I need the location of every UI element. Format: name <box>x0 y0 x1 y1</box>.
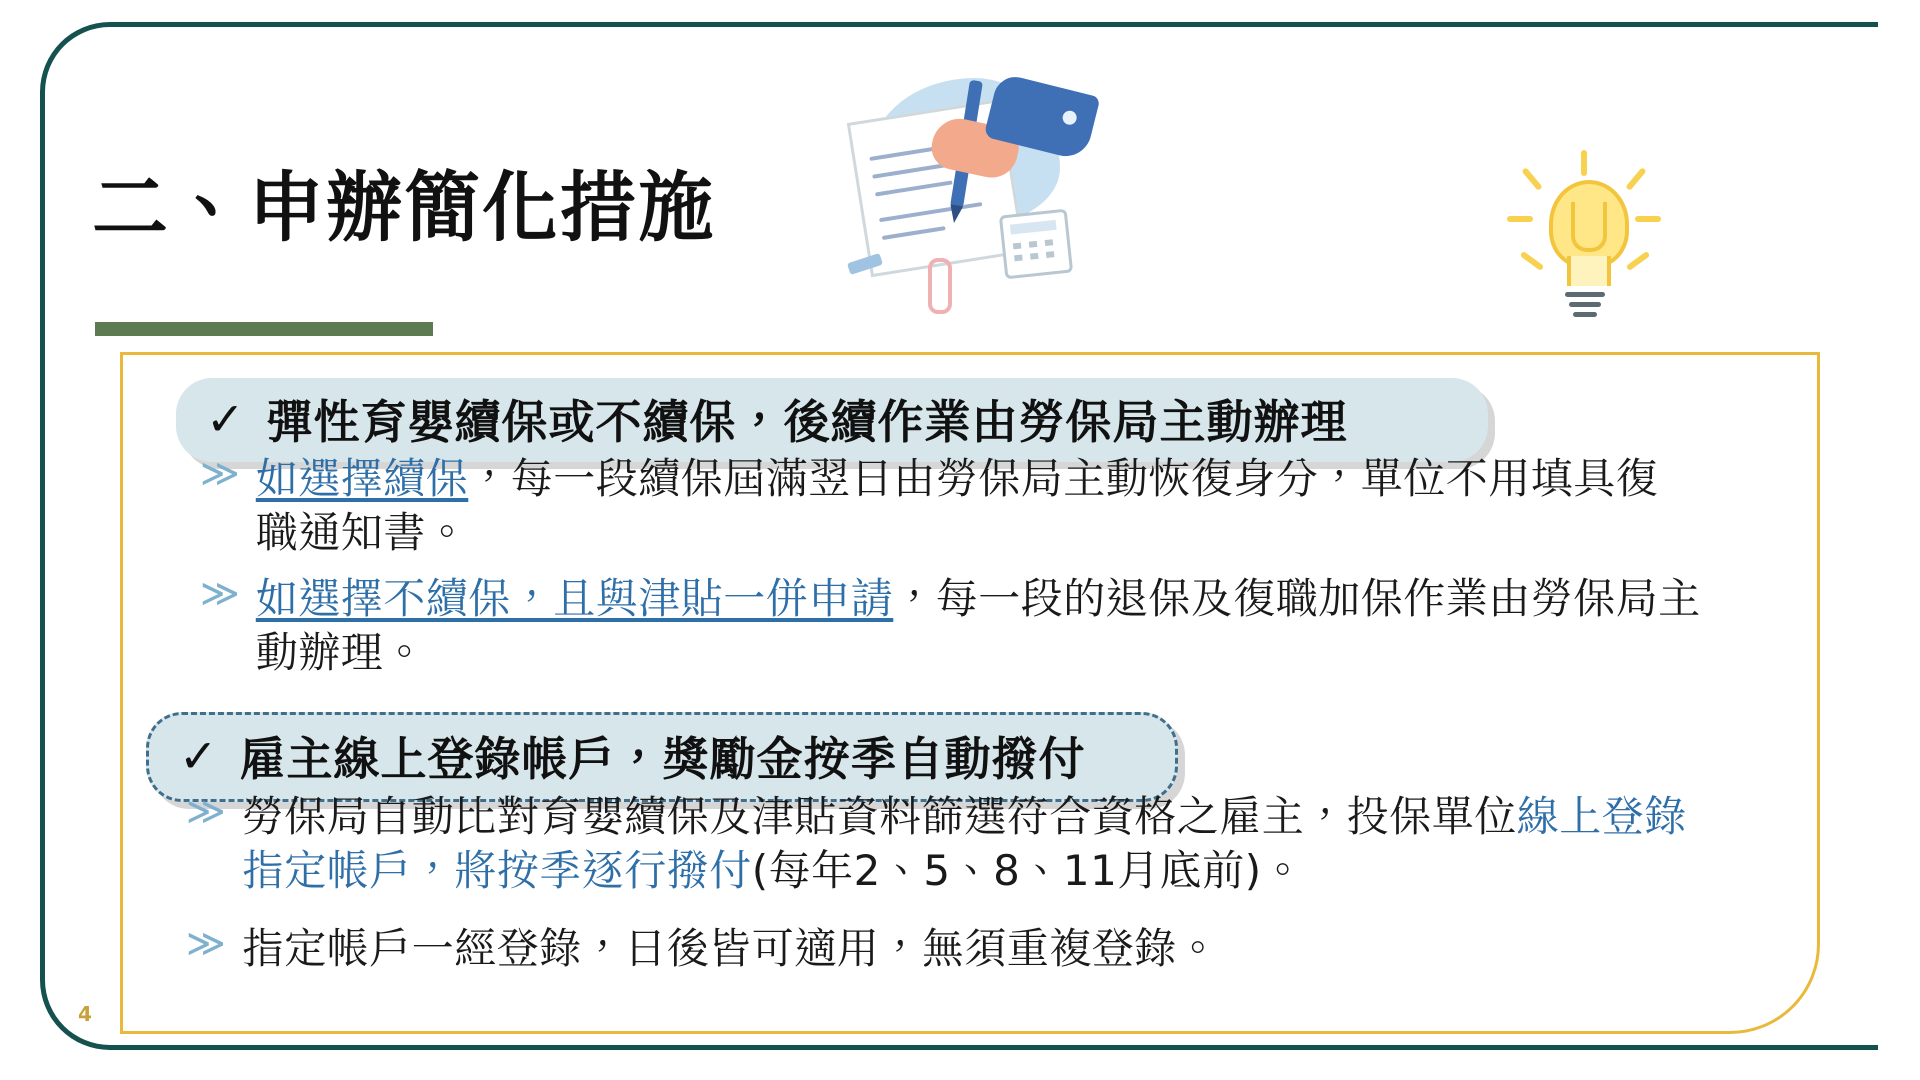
page-number: 4 <box>78 1002 92 1026</box>
list-item <box>186 922 1586 976</box>
list-item-link[interactable]: 如選擇不續保，且與津貼一併申請 <box>255 574 894 623</box>
list-item-plain: 勞保局自動比對育嬰續保及津貼資料篩選符合資格之雇主，投保單位 <box>241 792 1517 841</box>
list-item-text <box>256 452 1680 560</box>
title-underline-rule <box>95 322 433 336</box>
list-item-link[interactable]: 如選擇續保 <box>255 454 469 503</box>
list-item <box>186 790 1706 898</box>
chevron-bullet-icon: ≫ <box>186 921 226 965</box>
chevron-bullet-icon: ≫ <box>200 571 240 615</box>
check-icon: ✓ <box>206 392 245 446</box>
bulb-neck <box>1567 256 1611 286</box>
bulb-filament <box>1571 202 1607 252</box>
list-item-text <box>242 790 1706 898</box>
list-item-text <box>256 572 1720 680</box>
heading-pill-2 <box>146 712 1178 802</box>
paperclip-icon <box>928 258 952 314</box>
check-icon: ✓ <box>179 729 218 783</box>
lightbulb-icon <box>1505 150 1665 340</box>
list-item-emphasis: 線上登錄指定帳戶，將按季逐行撥付 <box>241 792 1687 895</box>
list-item <box>200 572 1720 680</box>
list-item-text: 指定帳戶一經登錄，日後皆可適用，無須重複登錄。 <box>241 924 1220 973</box>
chevron-bullet-icon: ≫ <box>186 789 226 833</box>
calculator-icon <box>999 209 1073 280</box>
heading-pill-1 <box>176 378 1488 462</box>
list-item-plain-2: (每年2、5、8、11月底前)。 <box>751 845 1305 895</box>
page-title <box>92 163 716 252</box>
heading-1-text: 彈性育嬰續保或不續保，後續作業由勞保局主動辦理 <box>266 395 1348 449</box>
hand-signing-document-icon <box>840 62 1100 292</box>
heading-2-text: 雇主線上登錄帳戶，獎勵金按季自動撥付 <box>239 732 1086 786</box>
list-item-plain: ，每一段續保屆滿翌日由勞保局主動恢復身分，單位不用填具復職通知書。 <box>255 454 1659 557</box>
page-title-text: 二、申辦簡化措施 <box>92 163 716 252</box>
list-item-plain: ，每一段的退保及復職加保作業由勞保局主動辦理。 <box>255 574 1701 677</box>
chevron-bullet-icon: ≫ <box>200 451 240 495</box>
slide-frame-outline-right <box>1835 22 1878 1050</box>
list-item <box>200 452 1680 560</box>
